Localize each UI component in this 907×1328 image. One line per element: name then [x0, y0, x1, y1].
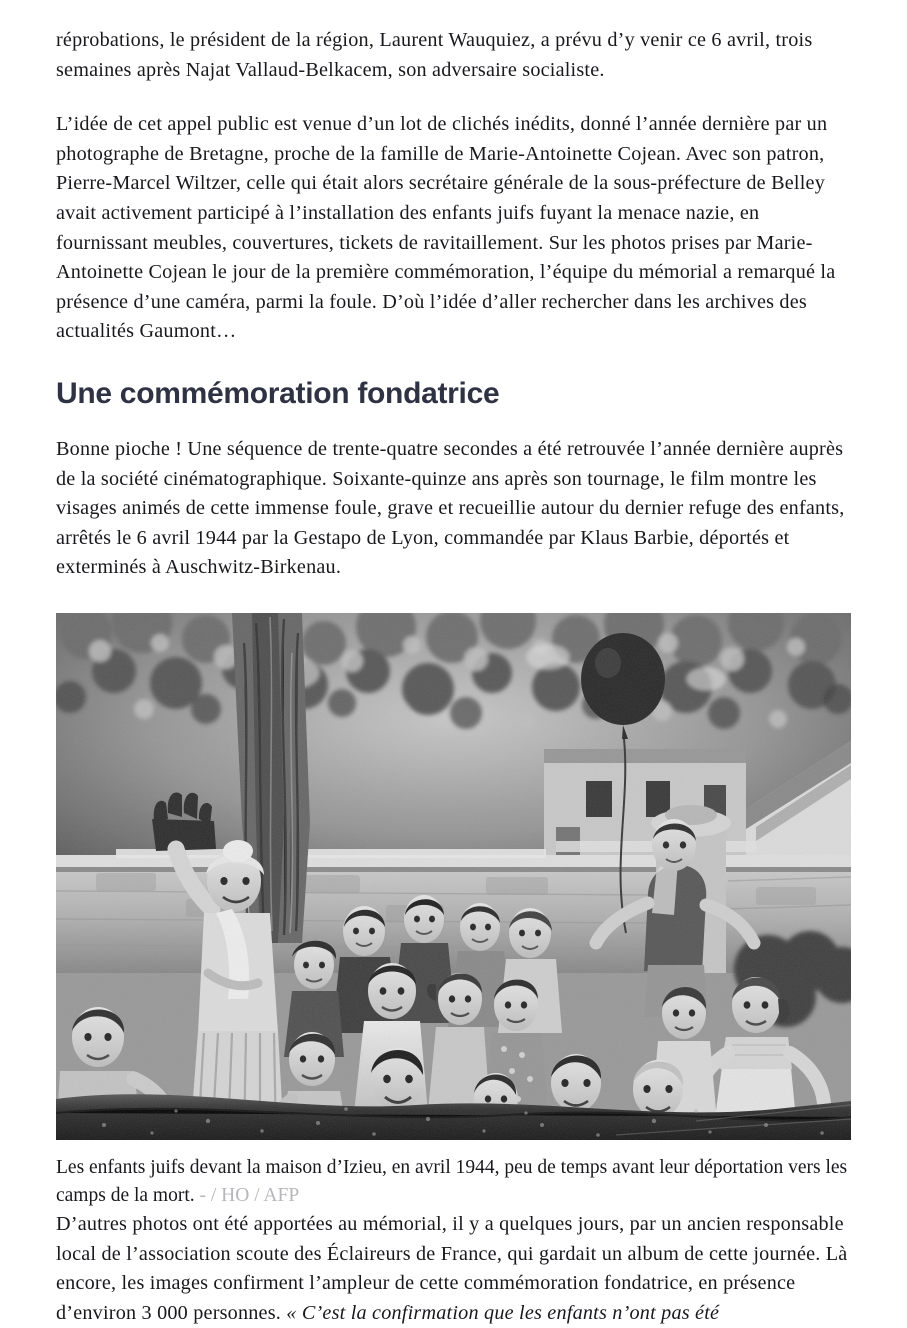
section-heading: Une commémoration fondatrice — [56, 376, 500, 410]
izieu-children-photograph — [56, 613, 851, 1140]
paragraph-scouts-album — [56, 1210, 851, 1328]
paragraph-photos-origin: L’idée de cet appel public est venue d’un lot de clichés inédits, donné l’année dernière par un photographe de Bretagne, proche de la famille de Marie-Antoinette Cojean. Avec son patron, Pierre-Marcel Wiltzer, celle qui était alors secrétaire générale de la sous-préfecture de Belley avait activement participé à l’installation des enfants juifs fuyant la menace nazie, en fournissant meubles, couvertures, tickets de ravitaillement. Sur les photos prises par Marie-Antoinette Cojean le jour de la première commémoration, l’équipe du mémorial a remarqué la présence d’une caméra, parmi la foule. D’où l’idée d’aller rechercher dans les archives des actualités Gaumont… — [56, 113, 836, 343]
figure-caption — [56, 1154, 851, 1210]
article-body — [56, 0, 851, 1328]
paragraph-intro: réprobations, le président de la région, Laurent Wauquiez, a prévu d’y venir ce 6 avril, trois semaines après Najat Vallaud-Belkacem, son adversaire socialiste. — [56, 29, 813, 81]
caption-text: Les enfants juifs devant la maison d’Izieu, en avril 1944, peu de temps avant leur déportation vers les camps de la mort. — [56, 1156, 848, 1206]
article-figure — [56, 613, 851, 1210]
paragraph-scouts-plain: D’autres photos ont été apportées au mémorial, il y a quelques jours, par un ancien responsable local de l’association scoute des Éclaireurs de France, qui gardait un album de cette journée. Là encore, les images confirment l’ampleur de cette commémoration fondatrice, en présence d’environ 3 000 personnes. — [56, 1212, 848, 1324]
paragraph-film-sequence: Bonne pioche ! Une séquence de trente-quatre secondes a été retrouvée l’année dernière auprès de la société cinématographique. Soixante-quinze ans après son tournage, le film montre les visages animés de cette immense foule, grave et recueillie autour du dernier refuge des enfants, arrêtés le 6 avril 1944 par la Gestapo de Lyon, commandée par Klaus Barbie, déportés et exterminés à Auschwitz-Birkenau. — [56, 437, 845, 579]
paragraph-scouts-quote: « C’est la confirmation que les enfants n’ont pas été — [286, 1301, 720, 1324]
photo-credit: - / HO / AFP — [199, 1184, 300, 1206]
